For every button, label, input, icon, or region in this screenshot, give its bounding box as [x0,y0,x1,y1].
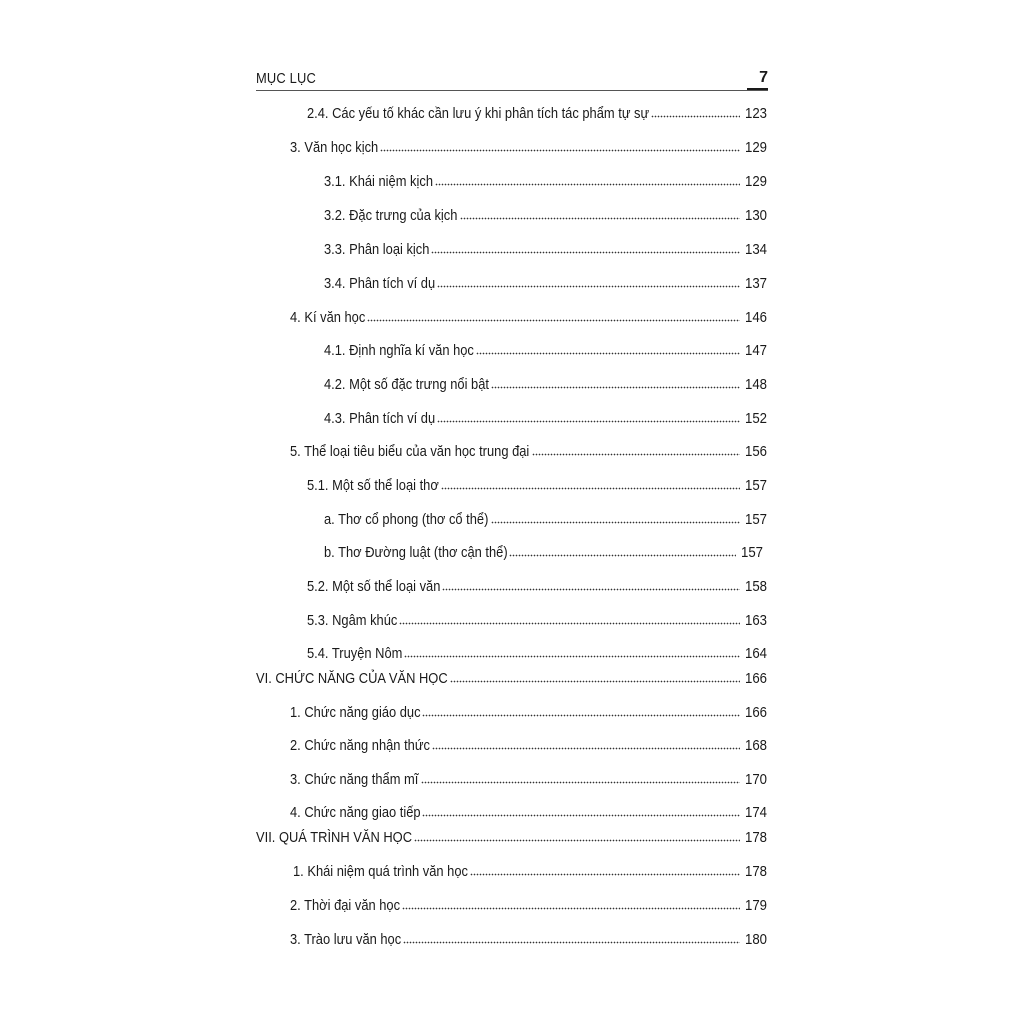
toc-entry-page: 163 [744,612,767,629]
toc-entry-label: 4.1. Định nghĩa kí văn học [324,342,474,359]
dot-leader [432,747,740,751]
toc-entry-label: 4. Chức năng giao tiếp [290,804,421,821]
toc-entry-page: 146 [744,309,767,326]
dot-leader [435,183,740,187]
dot-leader [532,453,740,457]
dot-leader [460,217,740,221]
toc-section [256,828,767,848]
toc-entry [307,577,767,597]
dot-leader [476,352,740,356]
header-page-number: 7 [747,69,768,90]
toc-entry [307,104,767,124]
toc-entry-page: 170 [744,771,767,788]
dot-leader [442,588,739,592]
toc-entry [290,308,767,328]
toc-entry-label: 3.2. Đặc trưng của kịch [324,207,458,224]
dot-leader [441,487,740,491]
toc-entry [324,240,767,260]
toc-entry-page: 178 [744,829,767,846]
toc-entry-page: 148 [744,376,767,393]
toc-entry [290,703,767,723]
toc-entry [307,644,767,664]
toc-entry-page: 137 [744,275,767,292]
toc-entry-page: 129 [744,139,767,156]
toc-entry-label: 4. Kí văn học [290,309,366,326]
toc-entry-label: b. Thơ Đường luật (thơ cận thể) [324,544,508,561]
toc-entry [290,896,767,916]
toc-entry-page: 123 [744,105,767,122]
toc-entry-page: 157 [740,544,763,561]
toc-entry-label: 1. Chức năng giáo dục [290,704,421,721]
toc-entry-label: 3.3. Phân loại kịch [324,241,430,258]
toc-entry-page: 156 [744,443,767,460]
toc-entry [290,442,767,462]
dot-leader [404,655,740,659]
dot-leader [421,781,740,785]
toc-entry-label: 2. Chức năng nhận thức [290,737,430,754]
toc-entry [290,770,767,790]
toc-entry [324,172,767,192]
toc-entry-label: 3.4. Phân tích ví dụ [324,275,436,292]
dot-leader [403,941,740,945]
toc-entry-page: 166 [744,704,767,721]
dot-leader [380,149,740,153]
dot-leader [437,285,740,289]
toc-entry-label: 5.4. Truyện Nôm [307,645,403,662]
toc-entry [324,409,767,429]
toc-entry-label: 3. Trào lưu văn học [290,931,402,948]
toc-entry-page: 147 [744,342,767,359]
dot-leader [651,115,740,119]
toc-entry-page: 178 [744,863,767,880]
toc-entry-label: 5.2. Một số thể loại văn [307,578,441,595]
toc-entry [324,375,767,395]
toc-entry-page: 158 [744,578,767,595]
toc-entry-label: a. Thơ cổ phong (thơ cổ thể) [324,511,489,528]
dot-leader [491,521,740,525]
toc-entry [324,341,767,361]
dot-leader [509,554,736,558]
toc-entry-label: 3. Chức năng thẩm mĩ [290,771,419,788]
toc-entry-label: 1. Khái niệm quá trình văn học [293,863,468,880]
page-header [256,64,768,91]
toc-entry-label: 5.3. Ngâm khúc [307,612,398,629]
dot-leader [422,814,740,818]
header-title: MỤC LỤC [256,70,316,87]
toc-entry-page: 157 [744,511,767,528]
toc-entry-page: 180 [744,931,767,948]
dot-leader [450,680,740,684]
toc-entry-label: 2. Thời đại văn học [290,897,401,914]
dot-leader [431,251,740,255]
toc-entry-label: 3.1. Khái niệm kịch [324,173,433,190]
toc-entry [324,543,763,563]
toc-entry-label: 5.1. Một số thể loại thơ [307,477,439,494]
toc-entry-page: 152 [744,410,767,427]
toc-entry-page: 129 [744,173,767,190]
toc-entry-page: 179 [744,897,767,914]
toc-entry [324,274,767,294]
toc-entry-label: 2.4. Các yếu tố khác cần lưu ý khi phân tích tác phẩm tự sự [307,105,650,122]
toc-entry [307,476,767,496]
toc-section-label: VII. QUÁ TRÌNH VĂN HỌC [256,829,413,846]
dot-leader [414,839,740,843]
toc-entry [290,138,767,158]
toc-entry [307,611,767,631]
toc-entry-label: 3. Văn học kịch [290,139,379,156]
toc-entry [324,510,767,530]
toc-entry [290,930,767,950]
toc-entry-page: 166 [744,670,767,687]
toc-section [256,669,767,689]
toc-section-label: VI. CHỨC NĂNG CỦA VĂN HỌC [256,670,448,687]
toc-entry [290,736,767,756]
toc-entry-page: 134 [744,241,767,258]
toc-entry-page: 168 [744,737,767,754]
toc-entry-page: 157 [744,477,767,494]
toc-entry [290,803,767,823]
toc-entry-label: 4.3. Phân tích ví dụ [324,410,436,427]
dot-leader [402,907,740,911]
toc-entry-label: 5. Thể loại tiêu biểu của văn học trung đại [290,443,530,460]
toc-entry-page: 174 [744,804,767,821]
toc-entry-page: 130 [744,207,767,224]
toc-entry-page: 164 [744,645,767,662]
dot-leader [491,386,740,390]
dot-leader [470,873,740,877]
toc-entry [293,862,767,882]
dot-leader [437,420,740,424]
toc-entry-label: 4.2. Một số đặc trưng nổi bật [324,376,489,393]
dot-leader [422,714,740,718]
dot-leader [399,622,740,626]
dot-leader [367,319,740,323]
toc-entry [324,206,767,226]
